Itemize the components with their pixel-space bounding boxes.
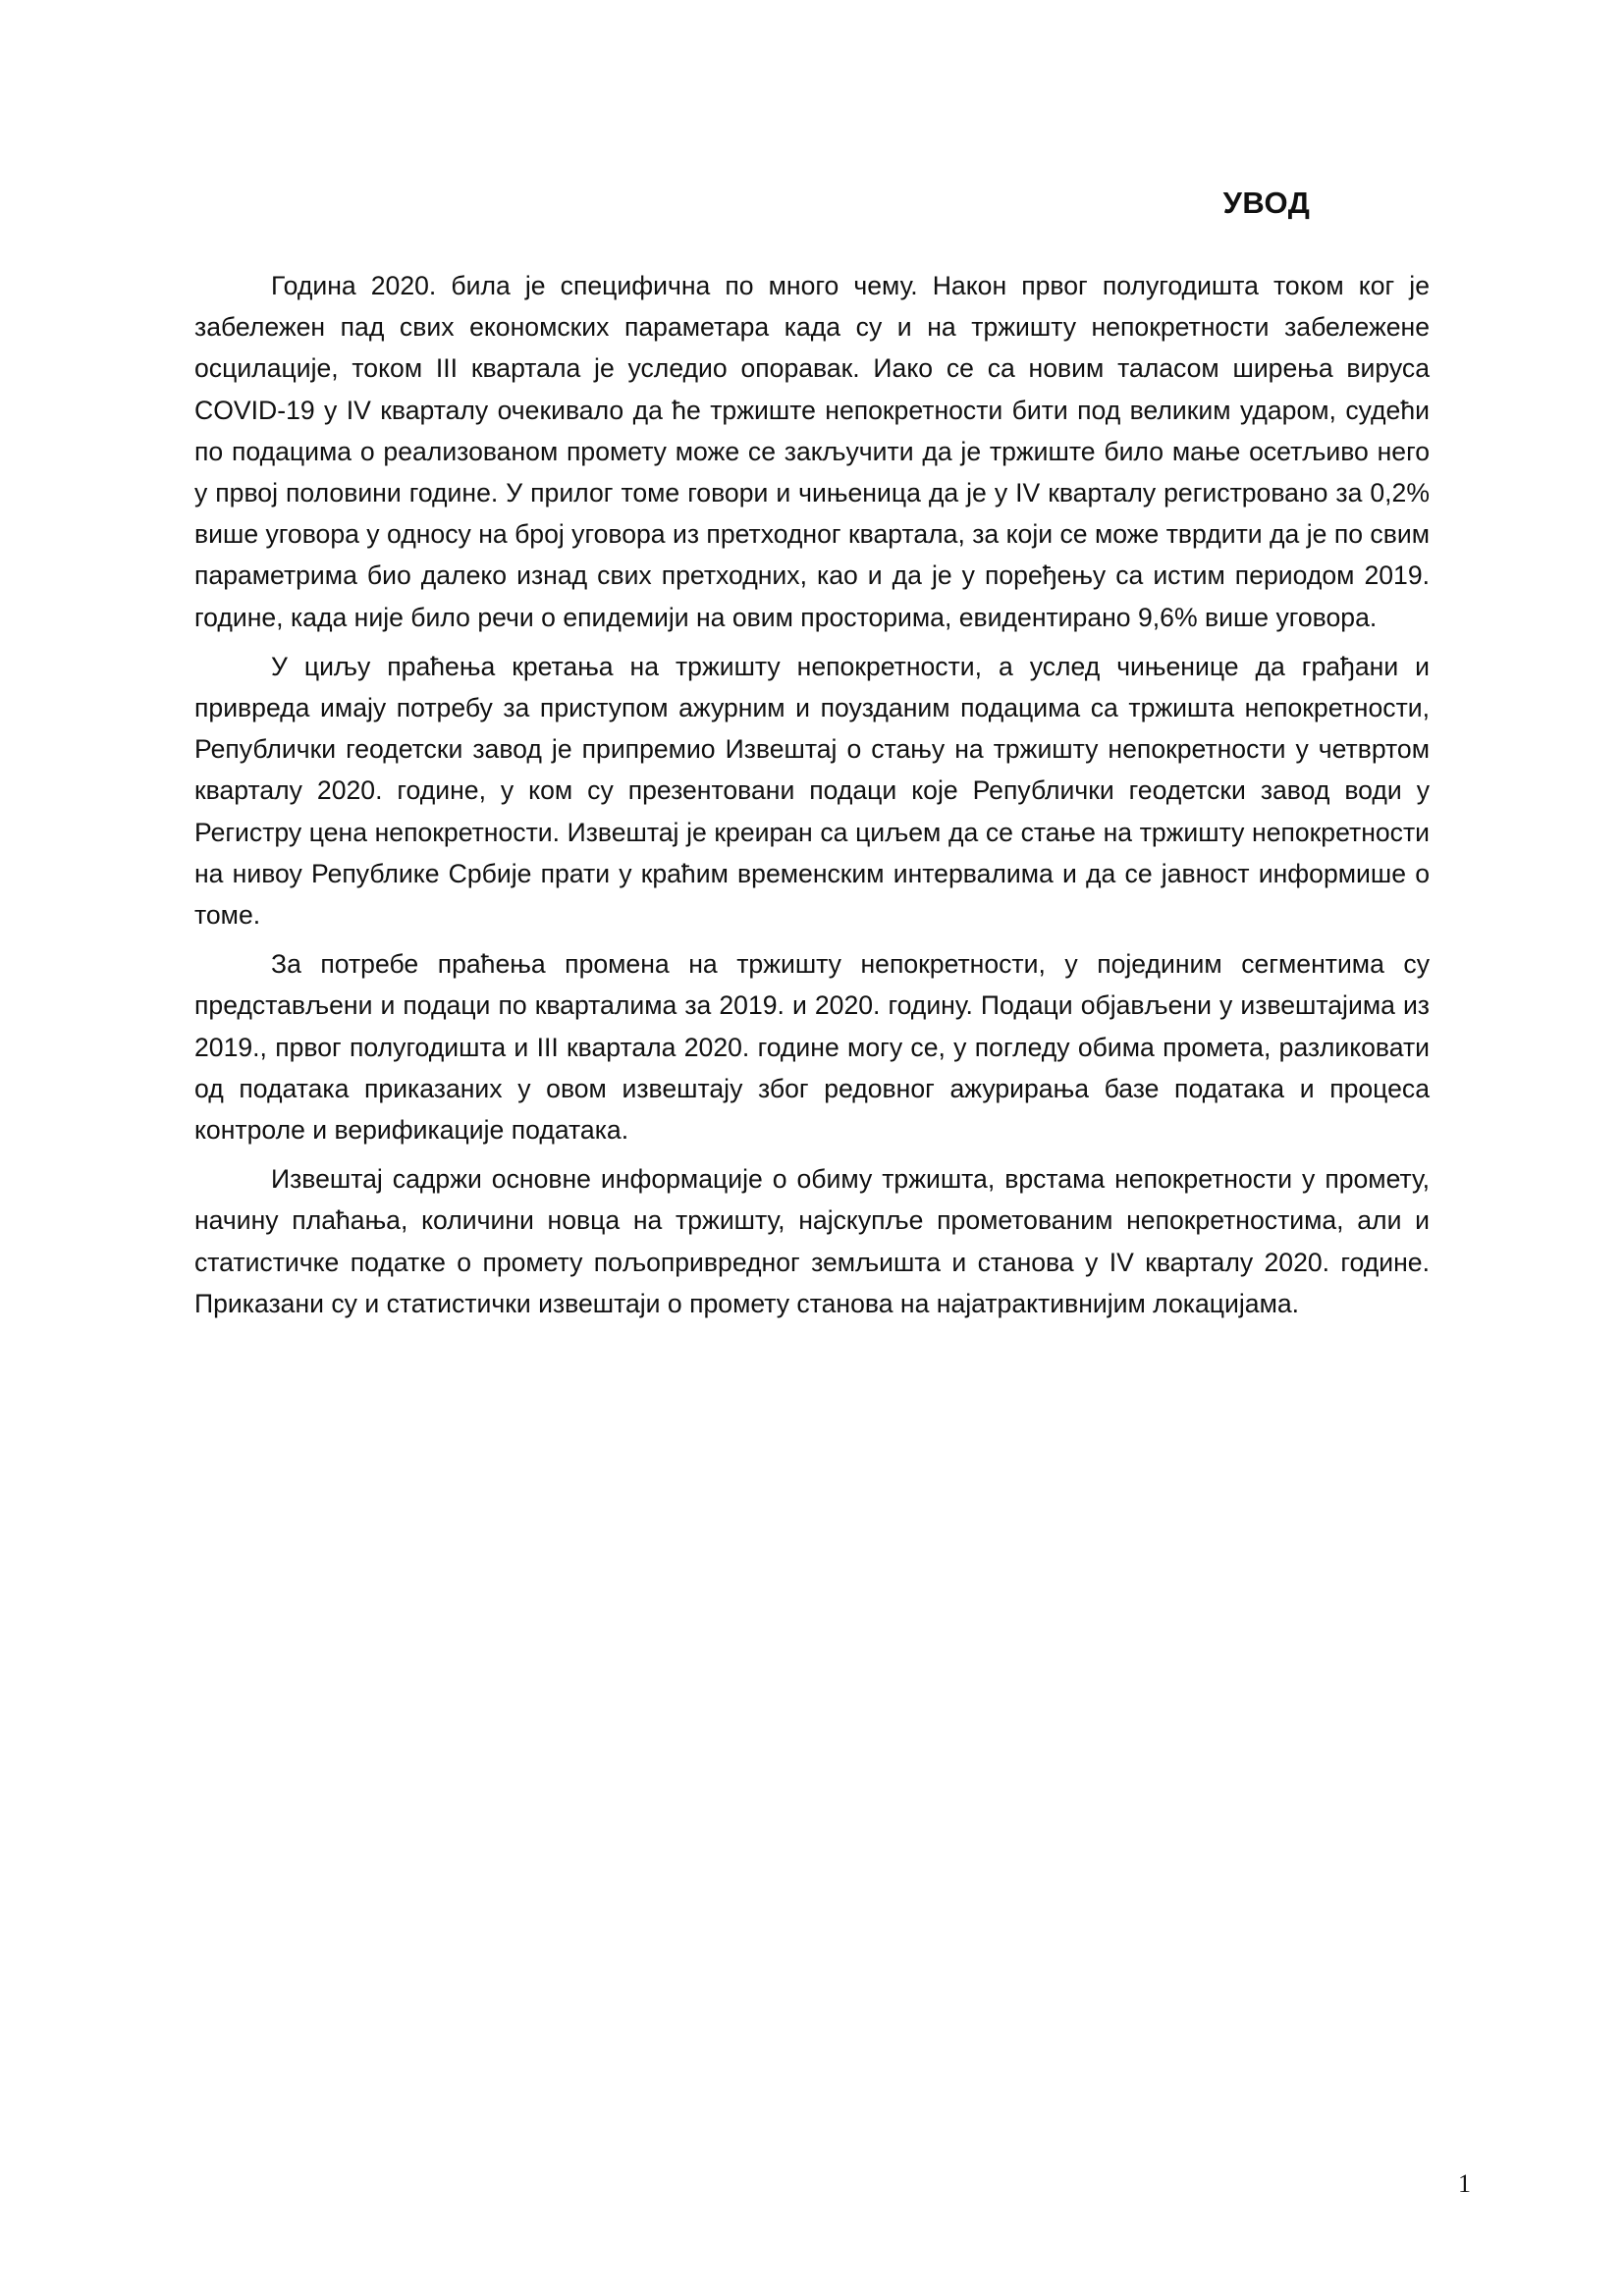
paragraph-2: У циљу праћења кретања на тржишту непокретности, а услед чињенице да грађани и привреда имају потребу за приступом ажурним и поузданим подацима са тржишта непокретности, Републички геодетски завод је припремио Извештај о стању на тржишту непокретности у четвртом кварталу 2020. године, у ком су презентовани подаци које Републички геодетски завод води у Регистру цена непокретности. Извештај је креиран са циљем да се стање на тржишту непокретности на нивоу Републике Србије прати у краћим временским интервалима и да се јавност информише о томе. <box>194 651 1430 931</box>
paragraph-3: За потребе праћења промена на тржишту непокретности, у појединим сегментима су представљени и подаци по кварталима за 2019. и 2020. годину. Подаци објављени у извештајима из 2019., првог полугодишта и III квартала 2020. године могу се, у погледу обима промета, разликовати од података приказаних у овом извештају због редовног ажурирања базе података и процеса контроле и верификације података. <box>194 949 1430 1146</box>
section-title: УВОД <box>1222 186 1311 220</box>
paragraph-1: Година 2020. била је специфична по много чему. Након првог полугодишта током ког је забележен пад свих економских параметара када су и на тржишту непокретности забележене осцилације, током III квартала је уследио опоравак. Иако се са новим таласом ширења вируса COVID-19 у IV кварталу очекивало да ће тржиште непокретности бити под великим ударом, судећи по подацима о реализованом промету може се закључити да је тржиште било мање осетљиво него у првој половини године. У прилог томе говори и чињеница да је у IV кварталу регистровано за 0,2% више уговора у односу на број уговора из претходног квартала, за који се може тврдити да је по свим параметрима био далеко изнад свих претходних, као и да је у поређењу са истим периодом 2019. године, када није било речи о епидемији на овим просторима, евидентирано 9,6% више уговора. <box>194 271 1430 632</box>
paragraph-4: Извештај садржи основне информације о обиму тржишта, врстама непокретности у промету, начину плаћања, количини новца на тржишту, најскупље прометованим непокретностима, али и статистичке податке о промету пољопривредног земљишта и станова у IV кварталу 2020. године. Приказани су и статистички извештаји о промету станова на најатрактивнијим локацијама. <box>194 1164 1430 1318</box>
page-number: 1 <box>1458 2169 1471 2198</box>
body-text <box>194 265 1430 1332</box>
